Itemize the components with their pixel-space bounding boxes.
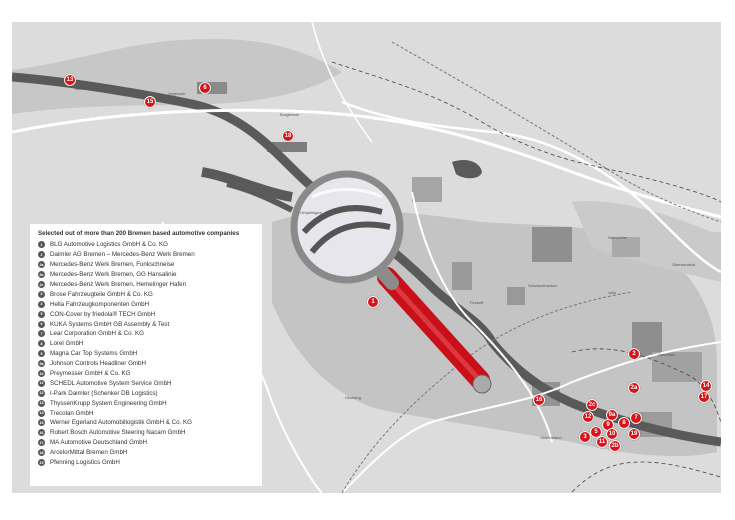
legend-item [38,319,256,329]
legend-company-name: Werner Egerland Automobillogistik GmbH & Co. KG [50,419,192,427]
legend-number-badge: 4 [38,301,45,308]
legend-company-name: Magna Car Top Systems GmbH [50,350,138,358]
legend-title: Selected out of more than 200 Bremen based automotive companies [38,230,240,237]
building-block [612,237,640,257]
place-label: Findorff [470,300,484,305]
legend-company-name: Brose Fahrzeugteile GmbH & Co. KG [50,290,153,298]
place-label: Blumenthal [75,86,96,91]
map-marker[interactable]: 6 [199,82,211,94]
building-block [452,262,472,290]
legend-number-badge: 7 [38,330,45,337]
legend-number-badge: 18 [39,450,44,455]
legend-number-badge: 2c [39,282,44,287]
place-label: Gröpelingen [300,210,322,215]
legend-item [38,309,256,319]
legend-company-name: Hella Fahrzeugkomponenten GmbH [50,300,150,308]
map-marker[interactable]: 9a [606,409,618,421]
map-marker[interactable]: 10 [606,428,618,440]
legend-item [38,398,256,408]
legend-number-badge: 9a [39,361,44,366]
legend-item [38,339,256,349]
place-label: Schwachhausen [528,283,558,288]
legend-number-badge: 2a [39,262,44,267]
map-marker[interactable]: 1 [367,296,379,308]
place-label: Vahr [608,290,617,295]
map-marker[interactable]: 2a [628,382,640,394]
legend-item [38,438,256,448]
map-marker[interactable]: 13 [64,74,76,86]
legend-company-name: Mercedes-Benz Werk Bremen, Hemelinger Hafen [50,281,187,288]
map-marker[interactable]: 17 [698,391,710,403]
legend-company-name: Johnson Controls Headliner GmbH [50,360,146,368]
place-label: Burglesum [280,112,300,117]
legend-number-badge: 9 [38,350,45,357]
legend-item [38,250,256,260]
legend-number-badge: 1 [38,241,45,248]
legend-company-name: ThyssenKrupp System Engineering GmbH [50,399,167,407]
legend-item [38,329,256,339]
place-label: Huchting [345,395,361,400]
building-block [507,287,525,305]
legend-panel [30,224,262,486]
district-boundary [332,62,721,202]
legend-number-badge: 10 [39,371,44,376]
legend-company-name: SCHEDL Automotive System Service GmbH [50,379,172,387]
map-marker[interactable]: 19 [628,428,640,440]
legend-item [38,349,256,359]
legend-company-name: Mercedes-Benz Werk Bremen, Funkschneise [50,261,175,269]
legend-number-badge: 5 [38,311,45,318]
legend-item [38,458,256,468]
legend-item [38,378,256,388]
legend-item [38,359,256,369]
map-marker[interactable]: 9 [602,419,614,431]
legend-number-badge: 3 [38,291,45,298]
legend-company-name: Preymesser GmbH & Co. KG [50,370,131,378]
map-marker[interactable]: 16 [533,394,545,406]
legend-number-badge: 14 [39,411,44,416]
legend-company-name: Lear Corporation GmbH & Co. KG [50,330,144,338]
legend-company-name: BLG Automotive Logistics GmbH & Co. KG [50,241,168,249]
legend-company-name: Robert Bosch Automotive Steering Nacam GmbH [50,429,186,437]
district-boundary [572,462,721,492]
legend-item [38,289,256,299]
map-marker[interactable]: 2c [586,399,598,411]
legend-number-badge: 16 [39,430,44,435]
harbour-basin [202,172,292,197]
legend-number-badge: 6 [38,321,45,328]
legend-item [38,240,256,250]
legend-number-badge: 2b [39,272,44,277]
map-marker[interactable]: 12 [582,411,594,423]
map-marker[interactable]: 2b [609,440,621,452]
legend-company-name: CON-Cover by friedola® TECH GmbH [50,310,156,318]
legend-item [38,388,256,398]
legend-item [38,260,256,270]
place-label: Vegesack [168,91,186,96]
legend-item [38,428,256,438]
legend-number-badge: 12 [39,391,44,396]
place-label: Osterholz [658,352,676,357]
legend-number-badge: 17 [39,440,44,445]
lake [452,160,482,178]
map-marker[interactable]: 18 [282,130,294,142]
map-marker[interactable]: 15 [144,96,156,108]
legend-number-badge: 8 [38,340,45,347]
map-marker[interactable]: 3 [579,431,591,443]
building-block [532,227,572,262]
legend-company-name: KUKA Systems GmbH GB Assembly & Test [50,320,170,328]
legend-number-badge: 15 [39,420,44,425]
map-marker[interactable]: 2 [628,348,640,360]
legend-company-name: Daimler AG Bremen – Mercedes-Benz Werk Bremen [50,251,195,259]
legend-company-name: Lorel GmbH [50,340,84,348]
place-label: Horn-Lehe [608,235,627,240]
legend-item [38,448,256,458]
legend-number-badge: 19 [39,460,44,465]
legend-number-badge: 2 [38,251,45,258]
legend-item [38,418,256,428]
legend-list [38,240,256,467]
map-marker[interactable]: 11 [596,436,608,448]
place-label: Obervieland [540,435,562,440]
legend-number-badge: 11 [39,381,44,386]
legend-company-name: Trecolan GmbH [50,409,94,417]
legend-number-badge: 13 [39,401,44,406]
legend-item [38,299,256,309]
map-marker[interactable]: 5 [590,426,602,438]
legend-company-name: Mercedes-Benz Werk Bremen, GG Hansalinie [50,271,177,279]
map-marker[interactable]: 7 [630,412,642,424]
place-label: Oberneuland [672,262,696,267]
legend-item [38,408,256,418]
legend-item [38,270,256,280]
legend-item [38,369,256,379]
legend-company-name: ArcelorMittal Bremen GmbH [50,449,128,457]
map-marker[interactable]: 8 [618,417,630,429]
legend-item [38,280,256,290]
legend-company-name: I-Park Daimler (Schenker DB Logistics) [50,389,158,397]
map-marker[interactable]: 14 [700,380,712,392]
legend-company-name: Pfenning Logistics GmbH [50,459,120,467]
building-block [412,177,442,202]
legend-company-name: MA Automotive Deutschland GmbH [50,439,147,447]
